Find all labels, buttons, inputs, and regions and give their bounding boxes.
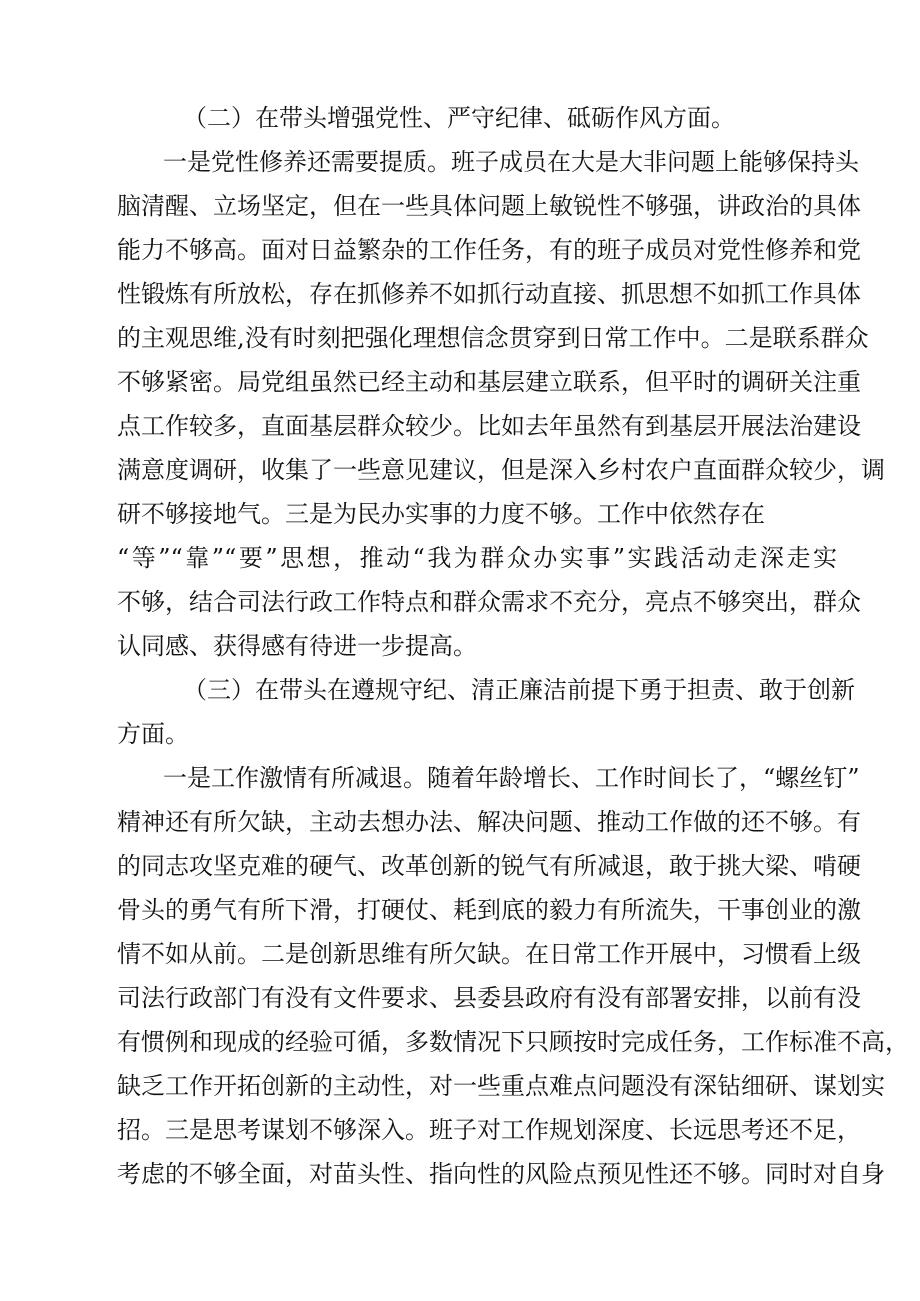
paragraph-line: 不够，结合司法行政工作特点和群众需求不充分，亮点不够突出，群众 [117, 588, 861, 616]
paragraph-line: 满意度调研，收集了一些意见建议，但是深入乡村农户直面群众较少，调 [117, 456, 885, 484]
paragraph-line: 的同志攻坚克难的硬气、改革创新的锐气有所减退，敢于挑大梁、啃硬 [117, 852, 861, 880]
paragraph-line: 研不够接地气。三是为民办实事的力度不够。工作中依然存在 [117, 500, 765, 528]
paragraph-line: 点工作较多，直面基层群众较少。比如去年虽然有到基层开展法治建设 [117, 412, 861, 440]
paragraph-line: 司法行政部门有没有文件要求、县委县政府有没有部署安排，以前有没 [117, 984, 861, 1012]
paragraph-line: 考虑的不够全面，对苗头性、指向性的风险点预见性还不够。同时对自身 [117, 1160, 885, 1188]
paragraph-line: 精神还有所欠缺，主动去想办法、解决问题、推动工作做的还不够。有 [117, 808, 861, 836]
paragraph-line: 情不如从前。二是创新思维有所欠缺。在日常工作开展中，习惯看上级 [117, 940, 861, 968]
paragraph-line: 招。三是思考谋划不够深入。班子对工作规划深度、长远思考还不足， [117, 1116, 861, 1144]
paragraph-line: 的主观思维,没有时刻把强化理想信念贯穿到日常工作中。二是联系群众 [117, 324, 869, 352]
paragraph-line: 一是党性修养还需要提质。班子成员在大是大非问题上能够保持头 [163, 148, 859, 176]
paragraph-line: 有惯例和现成的经验可循，多数情况下只顾按时完成任务，工作标准不高， [117, 1028, 909, 1056]
paragraph-line: 认同感、获得感有待进一步提高。 [117, 632, 477, 660]
section-heading-3: （三）在带头在遵规守纪、清正廉洁前提下勇于担责、敢于创新 [183, 676, 855, 704]
paragraph-line: 性锻炼有所放松，存在抓修养不如抓行动直接、抓思想不如抓工作具体 [117, 280, 861, 308]
paragraph-line: 缺乏工作开拓创新的主动性，对一些重点难点问题没有深钻细研、谋划实 [117, 1072, 885, 1100]
section-heading-2: （二）在带头增强党性、严守纪律、砥砺作风方面。 [183, 104, 735, 132]
paragraph-line: 一是工作激情有所减退。随着年龄增长、工作时间长了，“螺丝钉” [163, 764, 860, 792]
paragraph-line: 不够紧密。局党组虽然已经主动和基层建立联系，但平时的调研关注重 [117, 368, 861, 396]
paragraph-line: 能力不够高。面对日益繁杂的工作任务，有的班子成员对党性修养和党 [117, 236, 861, 264]
paragraph-line: “等”“靠”“要”思想，推动“我为群众办实事”实践活动走深走实 [117, 544, 837, 572]
paragraph-line: 骨头的勇气有所下滑，打硬仗、耗到底的毅力有所流失，干事创业的激 [117, 896, 861, 924]
section-heading-3-continued: 方面。 [117, 720, 189, 748]
paragraph-line: 脑清醒、立场坚定，但在一些具体问题上敏锐性不够强，讲政治的具体 [117, 192, 861, 220]
